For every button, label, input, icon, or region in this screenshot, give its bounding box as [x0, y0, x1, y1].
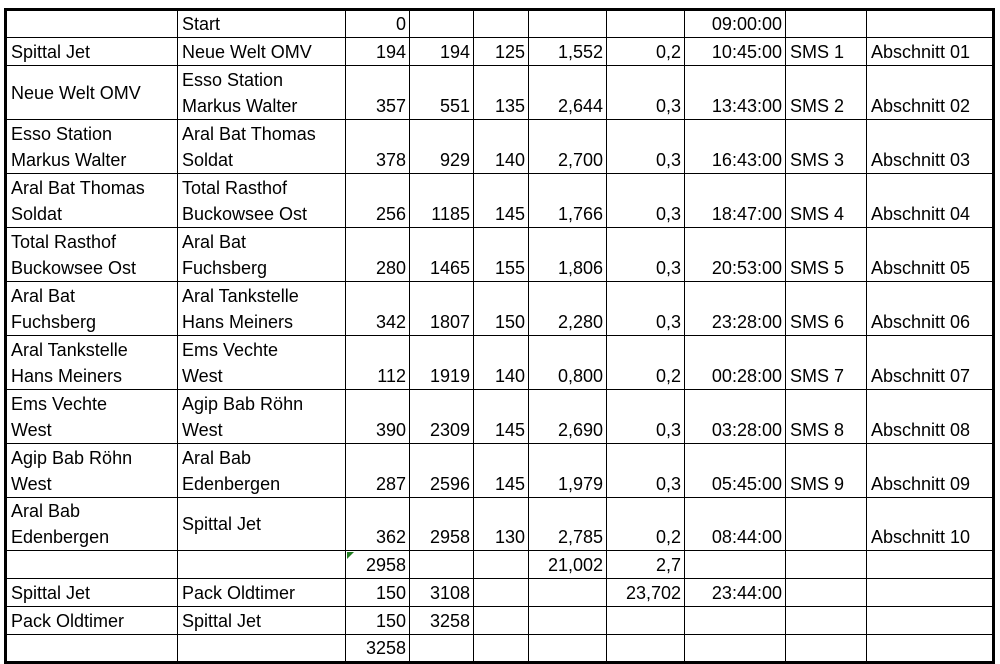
- cell[interactable]: 155: [474, 228, 529, 282]
- table-row: [6, 336, 994, 390]
- cell[interactable]: 23:28:00: [685, 282, 786, 336]
- cell[interactable]: [178, 635, 346, 663]
- cell[interactable]: 05:45:00: [685, 444, 786, 498]
- cell[interactable]: 551: [410, 66, 474, 120]
- cell[interactable]: 0,3: [607, 66, 685, 120]
- cell[interactable]: [867, 579, 994, 607]
- cell[interactable]: [786, 10, 867, 38]
- cell[interactable]: [6, 635, 178, 663]
- cell[interactable]: 378: [346, 120, 410, 174]
- cell[interactable]: 20:53:00: [685, 228, 786, 282]
- cell[interactable]: [474, 607, 529, 635]
- cell[interactable]: Agip Bab Röhn West: [178, 390, 346, 444]
- cell[interactable]: 1,552: [529, 38, 607, 66]
- spreadsheet-table: [4, 8, 995, 664]
- cell[interactable]: [786, 498, 867, 551]
- cell[interactable]: [6, 551, 178, 579]
- cell[interactable]: 135: [474, 66, 529, 120]
- cell[interactable]: Aral Bat Thomas Soldat: [6, 174, 178, 228]
- cell[interactable]: Esso Station Markus Walter: [6, 120, 178, 174]
- cell[interactable]: Abschnitt 03: [867, 120, 994, 174]
- cell[interactable]: Abschnitt 02: [867, 66, 994, 120]
- cell[interactable]: [607, 10, 685, 38]
- cell[interactable]: 145: [474, 390, 529, 444]
- table-row: [6, 444, 994, 498]
- cell[interactable]: 23:44:00: [685, 579, 786, 607]
- cell[interactable]: Spittal Jet: [178, 498, 346, 551]
- cell[interactable]: [529, 579, 607, 607]
- cell[interactable]: [410, 635, 474, 663]
- table-row: [6, 10, 994, 38]
- cell[interactable]: 2,644: [529, 66, 607, 120]
- cell[interactable]: 194: [346, 38, 410, 66]
- cell[interactable]: Abschnitt 07: [867, 336, 994, 390]
- cell[interactable]: [685, 607, 786, 635]
- cell[interactable]: Spittal Jet: [6, 38, 178, 66]
- cell[interactable]: [474, 10, 529, 38]
- cell[interactable]: [786, 551, 867, 579]
- cell[interactable]: SMS 8: [786, 390, 867, 444]
- error-indicator-icon: [347, 552, 354, 559]
- cell[interactable]: SMS 5: [786, 228, 867, 282]
- cell[interactable]: SMS 7: [786, 336, 867, 390]
- cell[interactable]: 342: [346, 282, 410, 336]
- cell[interactable]: Aral Tankstelle Hans Meiners: [6, 336, 178, 390]
- table-row: [6, 38, 994, 66]
- cell[interactable]: [867, 607, 994, 635]
- cell[interactable]: [529, 635, 607, 663]
- cell[interactable]: 2309: [410, 390, 474, 444]
- cell[interactable]: 287: [346, 444, 410, 498]
- cell[interactable]: 1,979: [529, 444, 607, 498]
- cell[interactable]: [474, 579, 529, 607]
- cell[interactable]: 390: [346, 390, 410, 444]
- cell[interactable]: 08:44:00: [685, 498, 786, 551]
- cell[interactable]: SMS 6: [786, 282, 867, 336]
- cell[interactable]: Total Rasthof Buckowsee Ost: [178, 174, 346, 228]
- cell[interactable]: 125: [474, 38, 529, 66]
- cell[interactable]: SMS 4: [786, 174, 867, 228]
- cell[interactable]: 0,3: [607, 444, 685, 498]
- cell[interactable]: 0: [346, 10, 410, 38]
- cell[interactable]: 00:28:00: [685, 336, 786, 390]
- cell[interactable]: 2958: [346, 551, 410, 579]
- cell[interactable]: Abschnitt 09: [867, 444, 994, 498]
- table-row: [6, 551, 994, 579]
- cell[interactable]: 21,002: [529, 551, 607, 579]
- table-row: [6, 390, 994, 444]
- cell[interactable]: 145: [474, 444, 529, 498]
- cell[interactable]: Ems Vechte West: [6, 390, 178, 444]
- cell[interactable]: Spittal Jet: [6, 579, 178, 607]
- cell[interactable]: 1807: [410, 282, 474, 336]
- cell[interactable]: Pack Oldtimer: [6, 607, 178, 635]
- cell[interactable]: [178, 551, 346, 579]
- cell[interactable]: Abschnitt 04: [867, 174, 994, 228]
- cell[interactable]: 0,3: [607, 174, 685, 228]
- cell[interactable]: Agip Bab Röhn West: [6, 444, 178, 498]
- cell[interactable]: Spittal Jet: [178, 607, 346, 635]
- cell[interactable]: 13:43:00: [685, 66, 786, 120]
- cell[interactable]: 0,3: [607, 228, 685, 282]
- cell[interactable]: 2958: [410, 498, 474, 551]
- cell[interactable]: 0,2: [607, 498, 685, 551]
- cell[interactable]: 150: [346, 579, 410, 607]
- cell[interactable]: 140: [474, 336, 529, 390]
- cell[interactable]: [786, 635, 867, 663]
- cell[interactable]: 0,3: [607, 282, 685, 336]
- cell[interactable]: Start: [178, 10, 346, 38]
- cell[interactable]: 1919: [410, 336, 474, 390]
- cell[interactable]: 03:28:00: [685, 390, 786, 444]
- cell[interactable]: [867, 10, 994, 38]
- cell[interactable]: 150: [474, 282, 529, 336]
- cell[interactable]: 1,766: [529, 174, 607, 228]
- cell[interactable]: Pack Oldtimer: [178, 579, 346, 607]
- cell[interactable]: 1185: [410, 174, 474, 228]
- table-row: [6, 607, 994, 635]
- cell[interactable]: 0,3: [607, 390, 685, 444]
- cell[interactable]: Aral Tankstelle Hans Meiners: [178, 282, 346, 336]
- cell[interactable]: [410, 10, 474, 38]
- cell[interactable]: 2596: [410, 444, 474, 498]
- cell[interactable]: 1,806: [529, 228, 607, 282]
- cell[interactable]: 2,785: [529, 498, 607, 551]
- cell[interactable]: Abschnitt 05: [867, 228, 994, 282]
- cell[interactable]: Neue Welt OMV: [178, 38, 346, 66]
- cell[interactable]: 2,7: [607, 551, 685, 579]
- cell[interactable]: Ems Vechte West: [178, 336, 346, 390]
- cell[interactable]: 280: [346, 228, 410, 282]
- table-row: [6, 66, 994, 120]
- cell[interactable]: [607, 635, 685, 663]
- table-row: [6, 228, 994, 282]
- cell[interactable]: [685, 551, 786, 579]
- cell[interactable]: [685, 635, 786, 663]
- table-row: [6, 498, 994, 551]
- cell[interactable]: 194: [410, 38, 474, 66]
- cell[interactable]: 09:00:00: [685, 10, 786, 38]
- cell[interactable]: 0,2: [607, 38, 685, 66]
- cell[interactable]: 0,2: [607, 336, 685, 390]
- cell[interactable]: Esso Station Markus Walter: [178, 66, 346, 120]
- cell[interactable]: 18:47:00: [685, 174, 786, 228]
- cell[interactable]: Aral Bat Fuchsberg: [6, 282, 178, 336]
- table-row: [6, 635, 994, 663]
- table-row: [6, 282, 994, 336]
- cell[interactable]: Abschnitt 01: [867, 38, 994, 66]
- cell[interactable]: [529, 10, 607, 38]
- cell[interactable]: Aral Bat Thomas Soldat: [178, 120, 346, 174]
- cell[interactable]: 16:43:00: [685, 120, 786, 174]
- cell[interactable]: [786, 607, 867, 635]
- cell[interactable]: 362: [346, 498, 410, 551]
- cell[interactable]: 150: [346, 607, 410, 635]
- cell[interactable]: Aral Bat Fuchsberg: [178, 228, 346, 282]
- cell[interactable]: [867, 635, 994, 663]
- cell[interactable]: 357: [346, 66, 410, 120]
- cell[interactable]: Total Rasthof Buckowsee Ost: [6, 228, 178, 282]
- cell[interactable]: 145: [474, 174, 529, 228]
- cell[interactable]: SMS 3: [786, 120, 867, 174]
- cell[interactable]: Abschnitt 08: [867, 390, 994, 444]
- table-row: [6, 174, 994, 228]
- cell[interactable]: Aral Bab Edenbergen: [178, 444, 346, 498]
- cell[interactable]: 2,700: [529, 120, 607, 174]
- cell[interactable]: [6, 10, 178, 38]
- cell[interactable]: SMS 2: [786, 66, 867, 120]
- cell[interactable]: 2,280: [529, 282, 607, 336]
- cell[interactable]: 0,3: [607, 120, 685, 174]
- cell[interactable]: [410, 551, 474, 579]
- cell[interactable]: 23,702: [607, 579, 685, 607]
- cell[interactable]: [607, 607, 685, 635]
- cell[interactable]: SMS 9: [786, 444, 867, 498]
- cell[interactable]: [474, 551, 529, 579]
- cell[interactable]: 929: [410, 120, 474, 174]
- cell[interactable]: Aral Bab Edenbergen: [6, 498, 178, 551]
- table-row: [6, 120, 994, 174]
- cell[interactable]: Abschnitt 10: [867, 498, 994, 551]
- cell[interactable]: [867, 551, 994, 579]
- cell[interactable]: 2,690: [529, 390, 607, 444]
- cell[interactable]: 3108: [410, 579, 474, 607]
- cell[interactable]: 1465: [410, 228, 474, 282]
- cell[interactable]: [786, 579, 867, 607]
- cell[interactable]: [529, 607, 607, 635]
- cell[interactable]: 3258: [346, 635, 410, 663]
- cell[interactable]: 112: [346, 336, 410, 390]
- cell[interactable]: Abschnitt 06: [867, 282, 994, 336]
- cell[interactable]: SMS 1: [786, 38, 867, 66]
- cell[interactable]: 0,800: [529, 336, 607, 390]
- cell[interactable]: Neue Welt OMV: [6, 66, 178, 120]
- cell[interactable]: 130: [474, 498, 529, 551]
- cell[interactable]: 3258: [410, 607, 474, 635]
- cell[interactable]: 256: [346, 174, 410, 228]
- cell[interactable]: [474, 635, 529, 663]
- cell[interactable]: 140: [474, 120, 529, 174]
- cell[interactable]: 10:45:00: [685, 38, 786, 66]
- table-row: [6, 579, 994, 607]
